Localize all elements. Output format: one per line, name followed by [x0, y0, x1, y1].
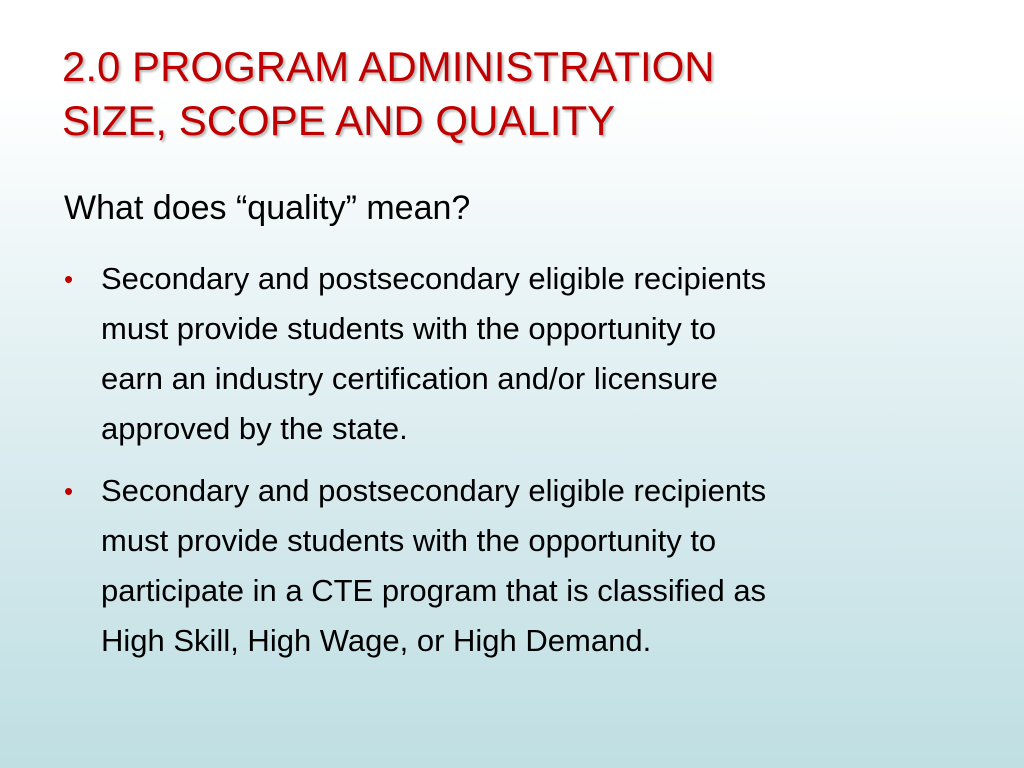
- bullet-icon: •: [64, 476, 74, 506]
- bullet-item-2: [64, 466, 984, 666]
- bullet-icon: •: [64, 264, 74, 294]
- bullet-text-1: [101, 254, 984, 454]
- bullet-1-line-4: approved by the state.: [101, 411, 408, 446]
- slide-title: [62, 40, 962, 148]
- bullet-text-2: [101, 466, 984, 666]
- slide-title-line-2: SIZE, SCOPE AND QUALITY: [62, 97, 616, 144]
- slide-title-line-1: 2.0 PROGRAM ADMINISTRATION: [62, 43, 715, 90]
- bullet-item-1: [64, 254, 984, 454]
- bullet-2-line-1: Secondary and postsecondary eligible recipients: [101, 473, 767, 508]
- bullet-1-line-3: earn an industry certification and/or licensure: [101, 361, 718, 396]
- bullet-2-line-4: High Skill, High Wage, or High Demand.: [101, 623, 652, 658]
- bullet-2-line-3: participate in a CTE program that is classified as: [101, 573, 767, 608]
- bullet-1-line-2: must provide students with the opportunity to: [101, 311, 717, 346]
- bullet-2-line-2: must provide students with the opportunity to: [101, 523, 717, 558]
- bullet-1-line-1: Secondary and postsecondary eligible recipients: [101, 261, 767, 296]
- bullet-list: [64, 254, 984, 678]
- slide-subtitle: What does “quality” mean?: [64, 189, 471, 227]
